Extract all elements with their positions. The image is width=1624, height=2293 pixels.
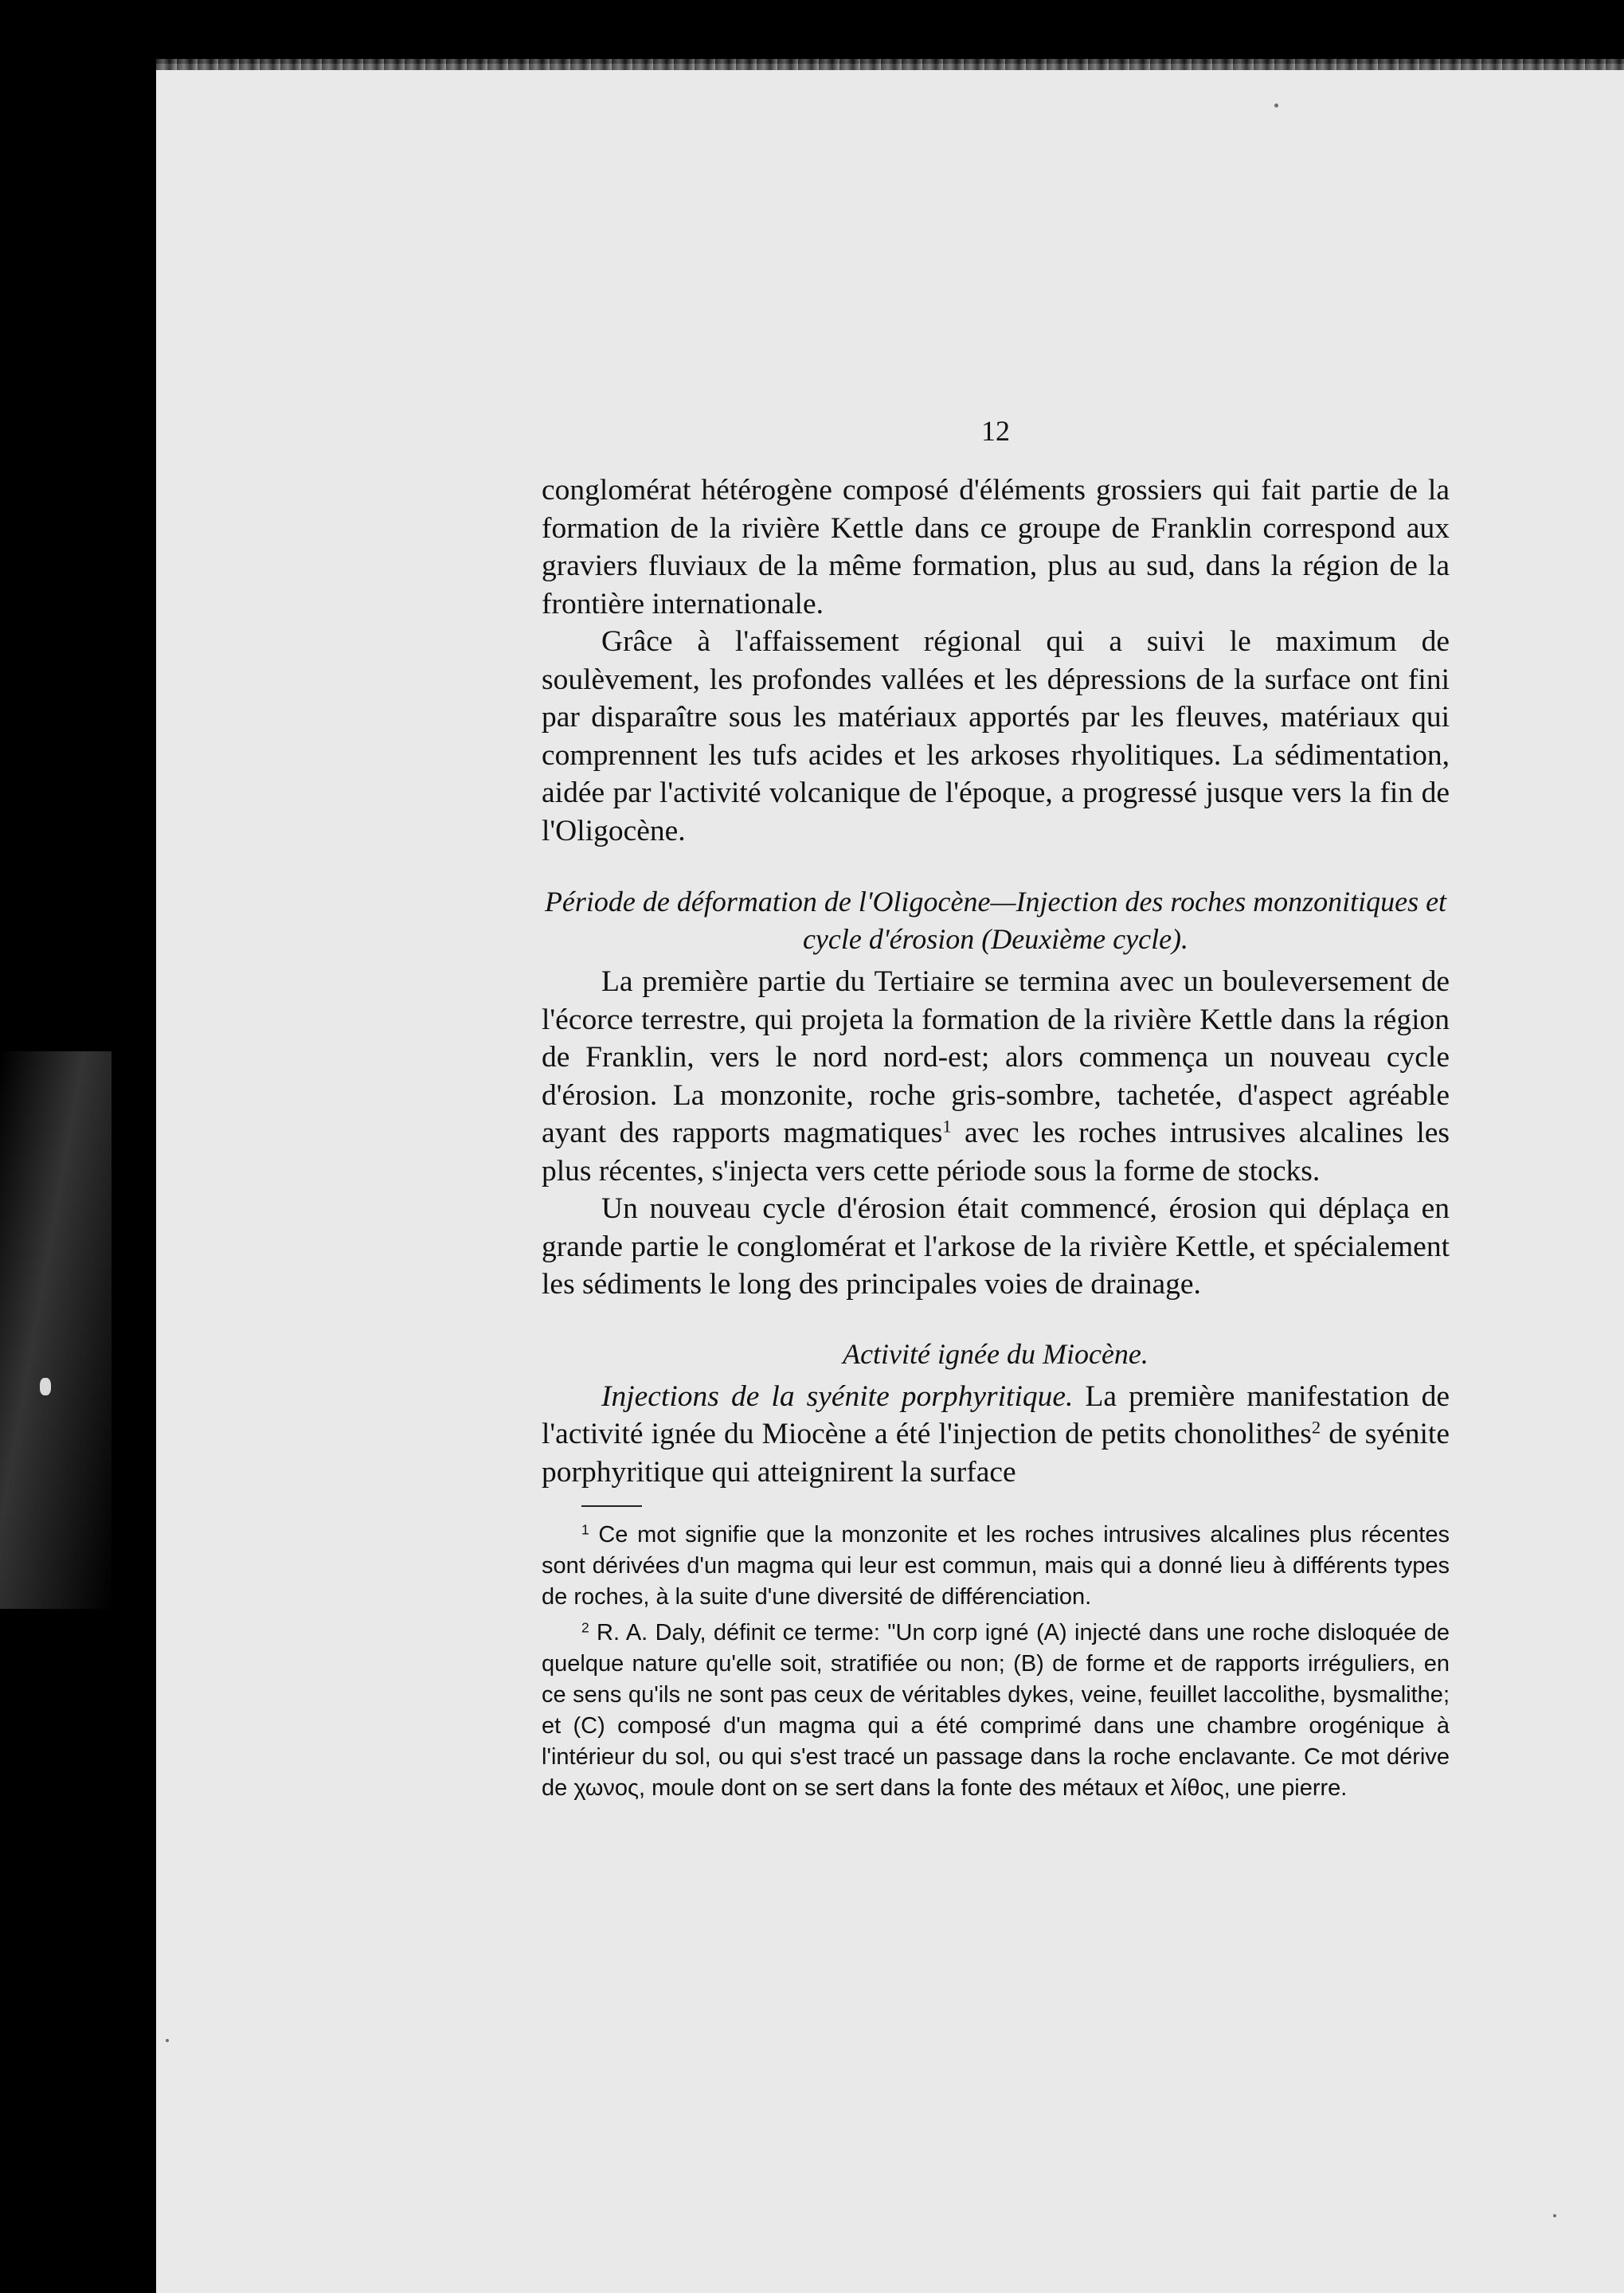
footnote-marker: 2: [581, 1619, 589, 1636]
page-content: [542, 414, 1450, 1804]
footnote-text: Ce mot signifie que la monzonite et les roches intrusives alcalines plus récentes sont dérivées d'un magma qui leur est commun, mais qui a donné lieu à différents types de roches, à la suite d'une diversité de différenciation.: [542, 1522, 1450, 1610]
dust-spot: [1274, 104, 1278, 108]
footnotes: [542, 1520, 1450, 1804]
paragraph-text: La première partie du Tertiaire se termina avec un bouleversement de l'écorce terrestre, qui projeta la formation de la rivière Kettle dans la région de Franklin, vers le nord nord-est; alors commença un nouveau cycle d'érosion. La monzonite, roche gris-sombre, tachetée, d'aspect agréable ayant des rapports magmatiques: [542, 965, 1450, 1149]
paragraph: [542, 963, 1450, 1190]
paragraph-text: avec les roches intrusives alcalines les plus récentes, s'injecta vers cette période sous la forme de stocks.: [542, 1117, 1450, 1188]
footnote-rule: [581, 1505, 642, 1507]
footnote-ref: 2: [1311, 1417, 1321, 1438]
heading-cycle: (Deuxième cycle).: [981, 923, 1189, 955]
dust-spot: [1553, 2214, 1556, 2217]
paragraph: conglomérat hétérogène composé d'éléments grossiers qui fait partie de la formation de la rivière Kettle dans ce groupe de Franklin correspond aux graviers fluviaux de la même formation, plus au sud, dans la région de la frontière internationale.: [542, 474, 1450, 620]
footnote: [542, 1520, 1450, 1613]
footnote: [542, 1618, 1450, 1804]
body-text: [542, 472, 1450, 1491]
paragraph: Grâce à l'affaissement régional qui a suivi le maximum de soulèvement, les profondes vallées et les dépressions de la surface ont fini par disparaître sous les matériaux apportés par les fleuves, matériaux qui comprennent les tufs acides et les arkoses rhyolitiques. La sédimentation, aidée par l'activité volcanique de l'époque, a progressé jusque vers la fin de l'Oligocène.: [542, 625, 1450, 847]
paragraph: Un nouveau cycle d'érosion était commencé, érosion qui déplaça en grande partie le conglomérat et l'arkose de la rivière Kettle, et spécialement les sédiments le long des principales voies de drainage.: [542, 1192, 1450, 1301]
scan-speck: [40, 1378, 51, 1395]
left-margin-streak: [0, 1051, 112, 1609]
footnote-ref: 1: [942, 1116, 952, 1137]
footnote-marker: 1: [581, 1521, 589, 1538]
section-heading-oligocene: [542, 883, 1450, 958]
section-heading-miocene: Activité ignée du Miocène.: [843, 1337, 1149, 1370]
footnote-text: R. A. Daly, définit ce terme: "Un corp igné (A) injecté dans une roche disloquée de quelque nature qu'elle soit, stratifiée ou non; (B) de forme et de rapports irréguliers, en ce sens qu'ils ne sont pas ceux de véritables dykes, veine, feuillet laccolithe, bysmalithe; et (C) composé d'un magma qui a été comprimé dans une chambre orogénique à l'intérieur du sol, ou qui s'est tracé un passage dans la roche enclavante. Ce mot dérive de χωνος, moule dont on se sert dans la fonte des métaux et λίθος, une pierre.: [542, 1620, 1450, 1801]
paragraph-text: La première manifestation de l'activité ignée du Miocène a été l'injection de petits chonolithes: [542, 1379, 1450, 1450]
paragraph: [542, 1378, 1450, 1492]
top-edge-shadow: [156, 59, 1624, 70]
paragraph-text: de syénite porphyritique qui atteignirent la surface: [542, 1418, 1450, 1489]
dust-spot: [166, 2039, 169, 2042]
heading-text: Période de déformation de l'Oligocène—Injection des roches monzonitiques et cycle d'érosion: [544, 886, 1447, 955]
page-number: 12: [981, 415, 1010, 447]
run-in-heading: Injections de la syénite porphyritique.: [601, 1379, 1074, 1413]
